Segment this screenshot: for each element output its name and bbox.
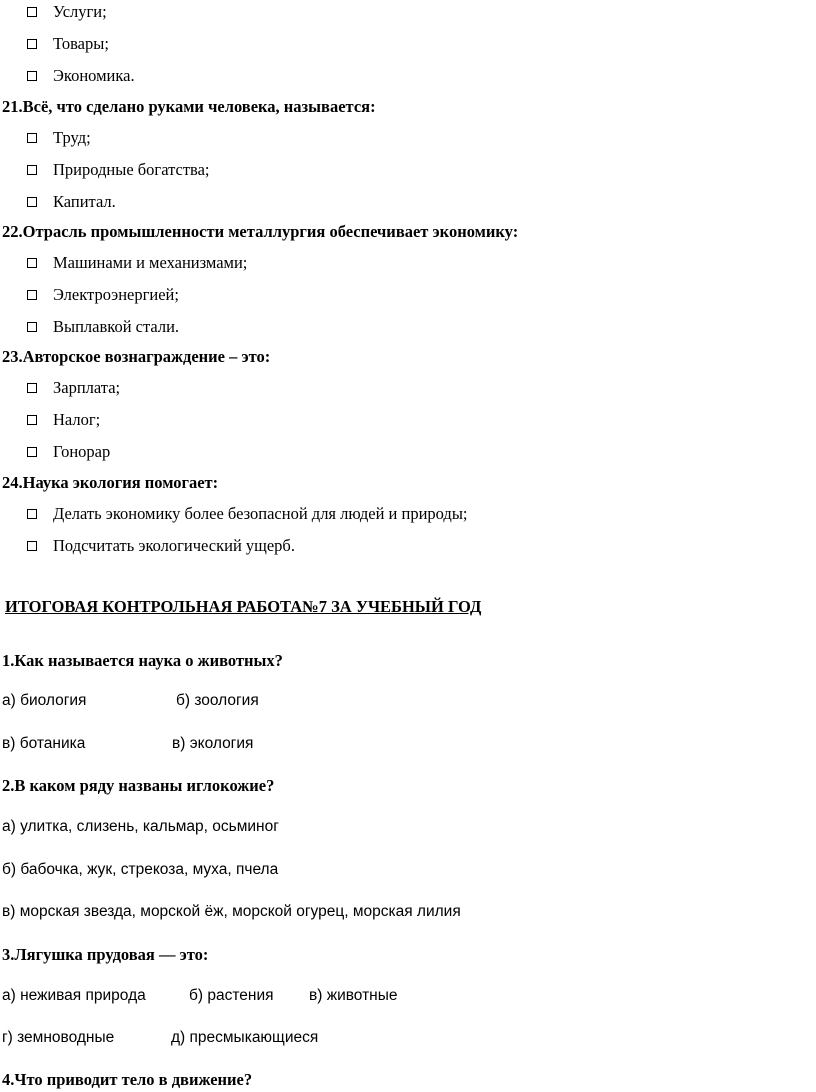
- checkbox-icon[interactable]: [27, 509, 37, 519]
- answer-option: в) ботаника: [2, 735, 86, 752]
- option-item[interactable]: [27, 504, 468, 524]
- option-label: Зарплата;: [53, 378, 121, 397]
- question-24: 24.Наука экология помогает:: [2, 473, 219, 492]
- checkbox-icon[interactable]: [27, 7, 37, 17]
- answer-option: г) земноводные: [2, 1029, 115, 1046]
- checkbox-icon[interactable]: [27, 133, 37, 143]
- checkbox-icon[interactable]: [27, 165, 37, 175]
- answer-option: в) морская звезда, морской ёж, морской огурец, морская лилия: [2, 903, 461, 920]
- option-item[interactable]: [27, 66, 135, 86]
- option-item[interactable]: [27, 160, 210, 180]
- answer-option: б) растения: [189, 987, 274, 1004]
- option-label: Услуги;: [53, 2, 107, 21]
- option-item[interactable]: [27, 2, 107, 22]
- option-item[interactable]: [27, 285, 179, 305]
- option-item[interactable]: [27, 317, 179, 337]
- answer-option: б) зоология: [176, 692, 259, 709]
- checkbox-icon[interactable]: [27, 447, 37, 457]
- answer-option: а) неживая природа: [2, 987, 146, 1004]
- option-item[interactable]: [27, 34, 109, 54]
- checkbox-icon[interactable]: [27, 383, 37, 393]
- checkbox-icon[interactable]: [27, 39, 37, 49]
- option-label: Выплавкой стали.: [53, 317, 180, 336]
- option-label: Природные богатства;: [53, 160, 210, 179]
- answer-option: в) животные: [309, 987, 398, 1004]
- option-item[interactable]: [27, 378, 120, 398]
- option-label: Делать экономику более безопасной для людей и природы;: [53, 504, 468, 523]
- checkbox-icon[interactable]: [27, 541, 37, 551]
- option-item[interactable]: [27, 192, 116, 212]
- answer-option: д) пресмыкающиеся: [171, 1029, 319, 1046]
- question-1: 1.Как называется наука о животных?: [2, 651, 283, 670]
- answer-option: в) экология: [172, 735, 254, 752]
- question-21: 21.Всё, что сделано руками человека, называется:: [2, 97, 376, 116]
- answer-option: а) улитка, слизень, кальмар, осьминог: [2, 818, 279, 835]
- option-label: Налог;: [53, 410, 101, 429]
- option-item[interactable]: [27, 253, 247, 273]
- checkbox-icon[interactable]: [27, 258, 37, 268]
- option-label: Труд;: [53, 128, 91, 147]
- option-label: Гонорар: [53, 442, 111, 461]
- section-title: ИТОГОВАЯ КОНТРОЛЬНАЯ РАБОТА№7 ЗА УЧЕБНЫЙ ГОД: [5, 597, 482, 616]
- option-item[interactable]: [27, 128, 91, 148]
- option-label: Товары;: [53, 34, 109, 53]
- answer-option: б) бабочка, жук, стрекоза, муха, пчела: [2, 861, 279, 878]
- checkbox-icon[interactable]: [27, 415, 37, 425]
- option-item[interactable]: [27, 410, 100, 430]
- option-item[interactable]: [27, 442, 110, 462]
- option-label: Подсчитать экологический ущерб.: [53, 536, 295, 555]
- checkbox-icon[interactable]: [27, 290, 37, 300]
- option-label: Экономика.: [53, 66, 135, 85]
- question-3: 3.Лягушка прудовая — это:: [2, 945, 209, 964]
- checkbox-icon[interactable]: [27, 71, 37, 81]
- question-4: 4.Что приводит тело в движение?: [2, 1070, 253, 1089]
- option-label: Электроэнергией;: [53, 285, 179, 304]
- question-2: 2.В каком ряду названы иглокожие?: [2, 776, 275, 795]
- option-label: Машинами и механизмами;: [53, 253, 248, 272]
- checkbox-icon[interactable]: [27, 197, 37, 207]
- option-label: Капитал.: [53, 192, 116, 211]
- answer-option: а) биология: [2, 692, 87, 709]
- checkbox-icon[interactable]: [27, 322, 37, 332]
- option-item[interactable]: [27, 536, 295, 556]
- question-23: 23.Авторское вознаграждение – это:: [2, 347, 271, 366]
- question-22: 22.Отрасль промышленности металлургия обеспечивает экономику:: [2, 222, 519, 241]
